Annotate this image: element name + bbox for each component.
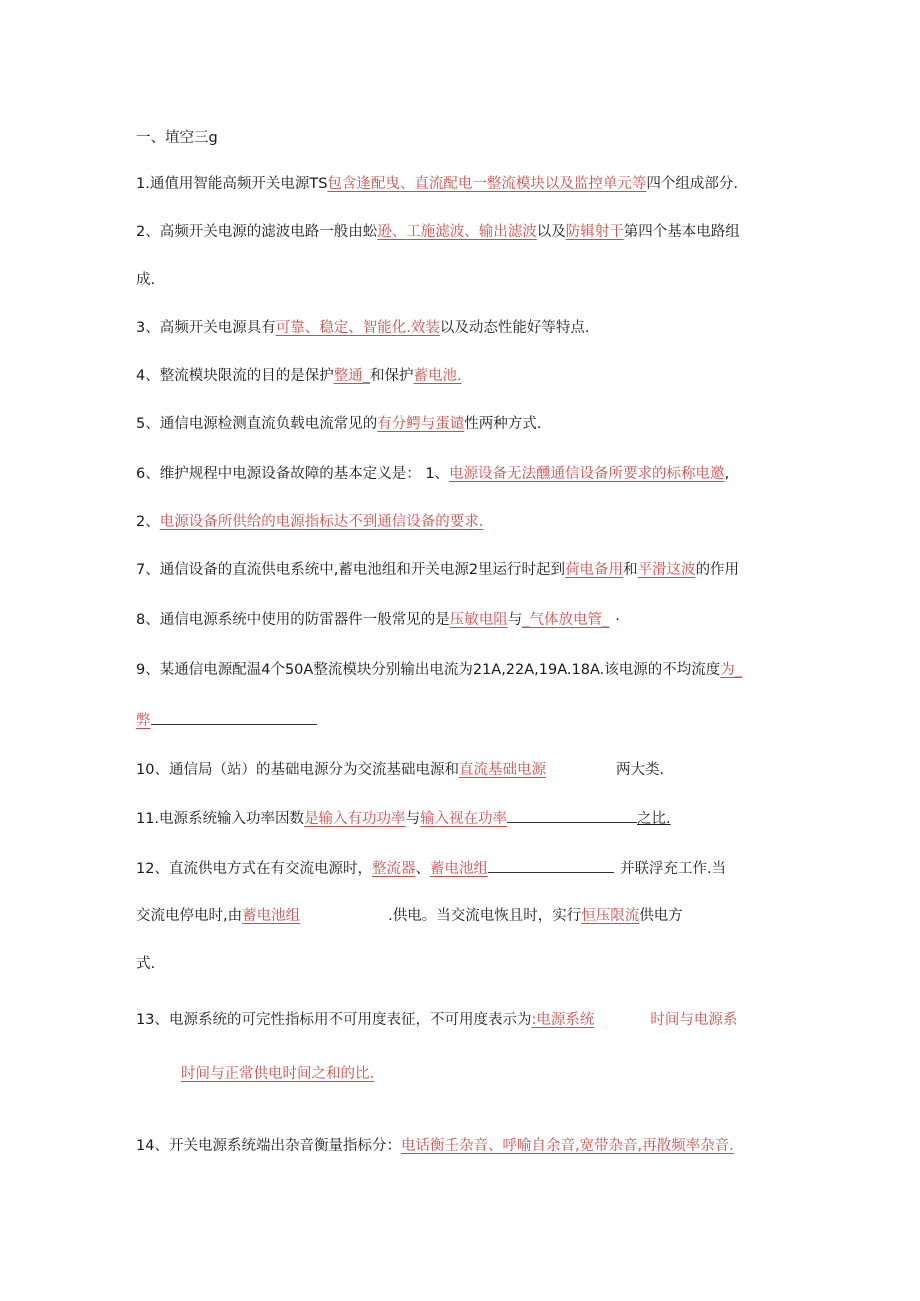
q10-text-end: 两大类.: [615, 762, 665, 778]
q12-text-2: 、: [415, 861, 430, 877]
q4-answer-2: 蓄电池.: [413, 368, 462, 384]
question-13: [136, 1010, 737, 1030]
q6-answer: 电源设备无法醺通信设备所要求的标称电邀: [449, 466, 725, 482]
q5-text: 5、通信电源检测直流负载电流常见的: [136, 416, 378, 432]
question-12-cont: [136, 906, 683, 926]
question-10: [136, 760, 664, 780]
question-14: [136, 1136, 734, 1156]
q12b-text-end: 供电方: [639, 908, 683, 924]
q8-text: 8、通信电源系统中使用的防雷器件一般常见的是: [136, 612, 450, 628]
q1-text-end: 四个组成部分.: [646, 176, 739, 192]
q10-answer: 直流基础电源: [458, 762, 546, 778]
q11-text-2: 与: [405, 811, 421, 827]
q12-text: 12、直流供电方式在有交流电源时，: [136, 861, 372, 877]
q9-blank: [151, 710, 317, 725]
question-7: [136, 560, 739, 580]
q14-text: 14、开关电源系统端出杂音衡量指标分：: [136, 1138, 401, 1154]
question-12-cont-2: 式.: [136, 956, 156, 972]
q8-answer-1: 压敏电阻: [449, 612, 508, 628]
question-11: [136, 808, 671, 829]
q13-answer-2: 时间与电源系: [650, 1012, 738, 1028]
q8-answer-2: _气体放电管_: [522, 612, 610, 628]
heading: 一、埴空三g: [136, 130, 218, 146]
q7-text: 7、通信设备的直流供电系统中,蓄电池组和开关电源2里运行时起到: [136, 562, 566, 578]
q11-blank: [507, 808, 637, 823]
q5-text-end: 性两种方式.: [464, 416, 542, 432]
q13-text: 13、电源系统的可完性指标用不可用度表征，不可用度表示为: [136, 1012, 532, 1028]
q10-text: 10、通信局（站）的基础电源分为交流基础电源和: [136, 762, 459, 778]
q12b-text-2: .供电。当交流电恢且时，实行: [388, 908, 582, 924]
q3-answer: 可靠、稳定、智能化.效装: [275, 320, 440, 336]
question-12: [136, 858, 726, 879]
q7-answer-2: 平滑这波: [637, 562, 696, 578]
q9-answer: 为_: [720, 662, 742, 678]
question-6-cont: [136, 512, 483, 532]
q14-answer: 电话衡壬杂音、呼喻自余音,宽带杂音,再散频率杂音.: [400, 1138, 734, 1154]
q12-answer-1: 整流器: [371, 861, 416, 877]
q8-text-end: ·: [615, 612, 620, 628]
q6-text-end: ,: [724, 466, 730, 482]
q2-answer-1: 逊、工施滤波、输出滤波: [377, 224, 537, 240]
question-5: [136, 414, 541, 434]
q2-text-2: 以及: [536, 224, 566, 240]
q6b-text: 2、: [136, 514, 160, 530]
q5-answer: 有分鳄与蛋谴: [377, 416, 465, 432]
q9-answer-cont: 弊: [136, 713, 151, 729]
q9-text: 9、某通信电源配温4个50A整流模块分别输出电流为21A,22A,19A.18A.该电源的不均流度: [136, 662, 721, 678]
q11-answer-1: 是输入有功功率: [304, 811, 406, 827]
q12-blank: [488, 858, 614, 873]
q11-text: 11.电源系统输入功率因数: [136, 811, 305, 827]
q7-text-2: 和: [623, 562, 638, 578]
q13b-answer: 时间与正常供电时间之和的比.: [181, 1066, 375, 1082]
q13-answer-1: :电源系统: [531, 1012, 595, 1028]
q12b-text: 交流电停电时,由: [136, 908, 243, 924]
question-6: [136, 464, 729, 484]
q6-text: 6、维护规程中电源设备故障的基本定义是： 1、: [136, 466, 450, 482]
question-9: [136, 660, 742, 680]
q3-text-end: 以及动态性能好等特点.: [439, 320, 590, 336]
q11-text-end: 之比.: [637, 811, 671, 827]
q2-answer-2: 防辑射干: [565, 224, 624, 240]
question-9-cont: [136, 710, 317, 731]
q4-text-2: _和保护: [362, 368, 414, 384]
q4-answer-1: 整通: [333, 368, 363, 384]
q1-answer: 包含逢配曳、直流配电一整流模块以及监控单元等: [327, 176, 647, 192]
q12-answer-2: 蓄电池组: [429, 861, 488, 877]
q7-answer-1: 荷电备用: [565, 562, 624, 578]
q12b-answer-2: 恒压限流: [581, 908, 640, 924]
q7-text-end: 的作用: [695, 562, 740, 578]
q6b-answer: 电源设备所供给的电源指标达不到通信设备的要求.: [159, 514, 484, 530]
q4-text: 4、整流模块限流的目的是保护: [136, 368, 334, 384]
q3-text: 3、高频开关电源具有: [136, 320, 276, 336]
question-4: [136, 366, 462, 386]
question-2: [136, 222, 740, 242]
question-8: [136, 610, 620, 630]
q1-text: 1.通值用智能高频开关电源TS: [136, 176, 328, 192]
q12-text-end: 并联浮充工作.当: [619, 861, 727, 877]
question-3: [136, 318, 589, 338]
q2-text: 2、高频开关电源的滤波电路一般由蚣: [136, 224, 378, 240]
q11-answer-2: 输入视在功率: [420, 811, 508, 827]
question-13-cont: [181, 1064, 374, 1084]
q2-text-3: 第四个基本电路组: [623, 224, 740, 240]
q12b-answer-1: 蓄电池组: [242, 908, 301, 924]
question-2-cont: 成.: [136, 272, 156, 288]
q8-text-2: 与: [507, 612, 523, 628]
question-1: [136, 174, 738, 194]
